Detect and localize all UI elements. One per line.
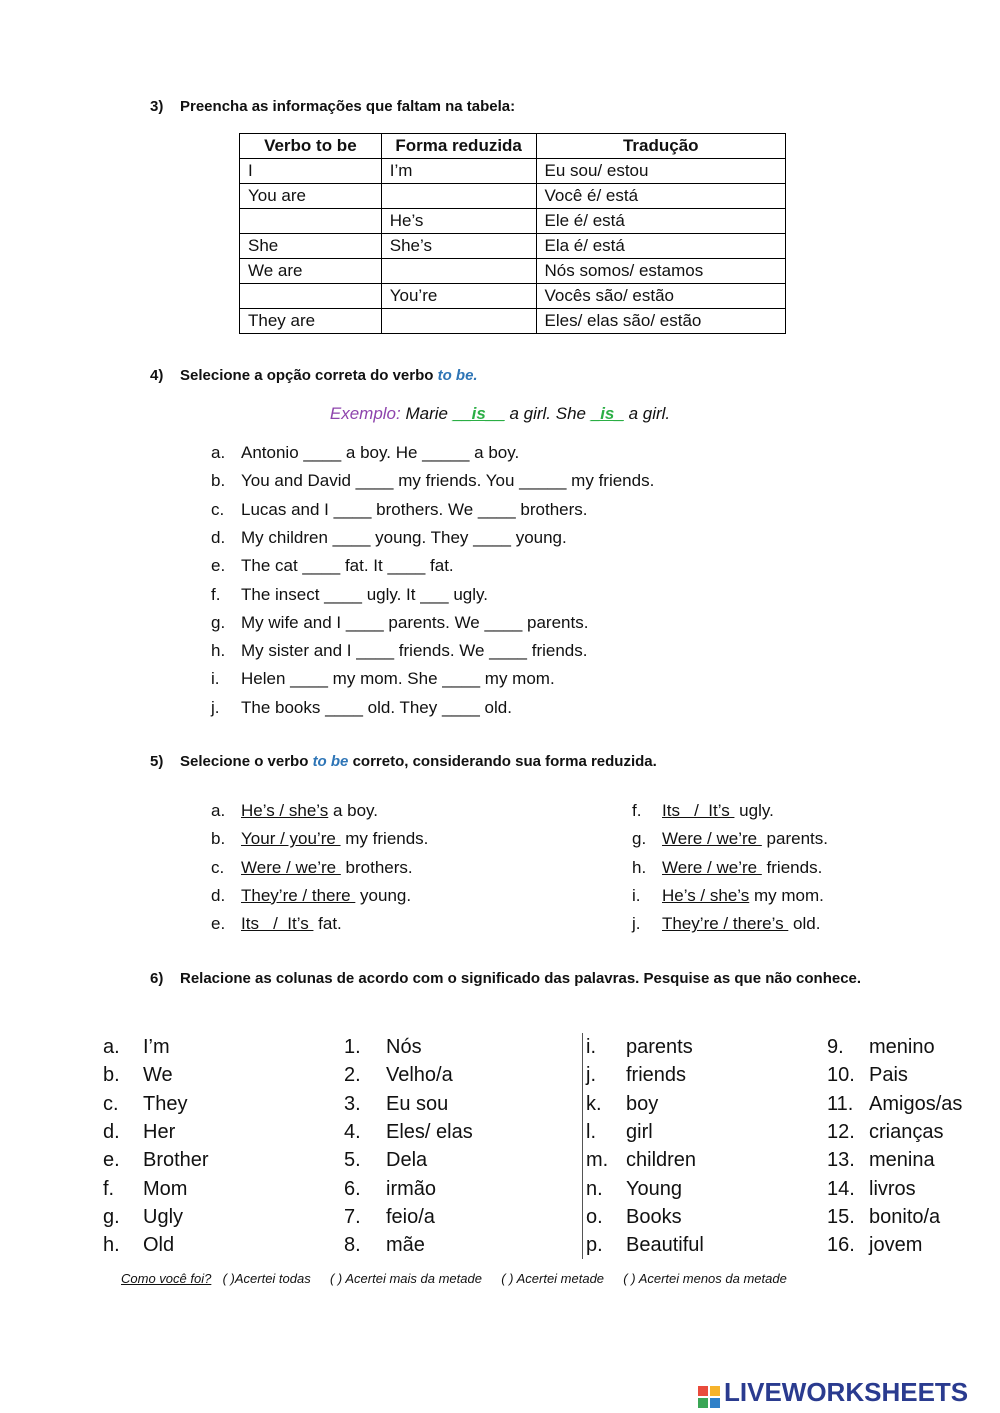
q5-item (211, 801, 378, 821)
item-sentence[interactable]: My wife and I ____ parents. We ____ parents. (241, 612, 589, 632)
item-sentence[interactable]: Helen ____ my mom. She ____ my mom. (241, 669, 555, 689)
column-divider (582, 1033, 583, 1259)
q5-item (211, 914, 342, 934)
match-key: 11. (827, 1092, 854, 1115)
item-rest: young. (355, 885, 412, 905)
item-letter: a. (211, 443, 226, 462)
table-cell: Ela é/ está (536, 234, 786, 259)
match-key: n. (586, 1177, 603, 1200)
q5-title-suffix: correto, considerando sua forma reduzida. (352, 753, 657, 770)
match-word[interactable]: Ugly (143, 1205, 184, 1228)
verb-options[interactable]: Were / we’re (662, 829, 762, 849)
match-item-col3 (586, 1149, 696, 1172)
match-item-col4 (827, 1149, 935, 1172)
match-key: c. (103, 1092, 119, 1115)
match-word[interactable]: Eles/ elas (386, 1120, 473, 1143)
match-key: m. (586, 1149, 609, 1172)
match-word[interactable]: crianças (869, 1120, 944, 1143)
item-letter: c. (211, 857, 225, 877)
match-item-col4 (827, 1206, 940, 1229)
table-cell: He’s (381, 209, 536, 234)
item-rest: my friends. (340, 829, 429, 849)
verb-options[interactable]: He’s / she’s (662, 885, 750, 905)
match-word[interactable]: Pais (869, 1064, 908, 1087)
item-letter: e. (211, 556, 226, 576)
match-key: 14. (827, 1177, 855, 1200)
match-key: 5. (344, 1149, 361, 1172)
brand-name: LIVEWORKSHEETS (724, 1377, 969, 1407)
self-evaluation-question: Como você foi? (121, 1271, 212, 1286)
match-word[interactable]: parents (626, 1036, 693, 1058)
match-word[interactable]: irmão (386, 1177, 437, 1200)
match-item-col4 (827, 1093, 962, 1116)
brand-logo[interactable] (698, 1377, 968, 1408)
item-letter: i. (211, 669, 220, 689)
table-row (240, 209, 786, 234)
q4-item (211, 641, 587, 661)
self-evaluation (121, 1271, 787, 1286)
match-key: a. (103, 1036, 120, 1058)
q4-item (211, 556, 454, 576)
match-word[interactable]: boy (626, 1092, 659, 1115)
match-item-col4 (827, 1036, 935, 1059)
q5-item (632, 829, 828, 849)
match-item-col2 (344, 1234, 425, 1257)
match-key: 8. (344, 1234, 361, 1257)
match-key: k. (586, 1092, 602, 1115)
q5-item (211, 886, 411, 906)
match-word[interactable]: menina (869, 1149, 935, 1172)
item-rest: friends. (761, 857, 823, 877)
match-word[interactable]: They (143, 1092, 188, 1115)
q4-example (0, 404, 1000, 424)
table-cell: They are (240, 309, 382, 334)
q5-item (632, 914, 820, 934)
match-item-col3 (586, 1206, 682, 1229)
q5-item (632, 801, 774, 821)
table-cell: You are (240, 184, 382, 209)
match-word[interactable]: Beautiful (626, 1234, 704, 1257)
match-key: o. (586, 1205, 603, 1228)
table-cell: She (240, 234, 382, 259)
item-rest: my mom. (749, 885, 824, 905)
table-row (240, 234, 786, 259)
item-sentence[interactable]: The cat ____ fat. It ____ fat. (241, 556, 454, 576)
item-letter: b. (211, 829, 226, 849)
q4-number: 4) (150, 367, 164, 384)
match-item-col2 (344, 1178, 436, 1201)
item-sentence[interactable]: The books ____ old. They ____ old. (241, 697, 512, 717)
match-word[interactable]: friends (626, 1064, 687, 1087)
item-letter: g. (632, 829, 647, 849)
match-key: g. (103, 1205, 120, 1228)
match-key: 16. (827, 1234, 855, 1257)
match-key: e. (103, 1149, 120, 1172)
item-letter: f. (211, 584, 221, 604)
match-item-col4 (827, 1064, 908, 1087)
match-word[interactable]: I’m (143, 1036, 170, 1058)
table-header-1: Forma reduzida (381, 134, 536, 159)
verb-options[interactable]: They’re / there’s (662, 914, 789, 934)
item-letter: e. (211, 914, 226, 934)
match-key: 2. (344, 1064, 361, 1087)
table-cell: Vocês são/ estão (536, 284, 786, 309)
match-word[interactable]: Nós (386, 1036, 422, 1058)
verb-options[interactable]: He’s / she’s (241, 801, 329, 820)
table-cell: She’s (381, 234, 536, 259)
match-word[interactable]: Young (626, 1177, 682, 1200)
match-item-col3 (586, 1178, 682, 1201)
match-word[interactable]: children (626, 1149, 697, 1172)
item-letter: j. (211, 697, 220, 717)
table-cell: We are (240, 259, 382, 284)
verb-table (239, 133, 786, 334)
match-item-col4 (827, 1234, 922, 1257)
item-sentence[interactable]: My children ____ young. They ____ young. (241, 527, 567, 547)
match-key: 15. (827, 1205, 855, 1228)
match-item-col1 (103, 1121, 175, 1144)
match-item-col3 (586, 1036, 693, 1059)
verb-options[interactable]: Your / you’re (241, 829, 341, 849)
table-cell: Você é/ está (536, 184, 786, 209)
example-part3: a girl. (628, 404, 671, 423)
item-letter: j. (632, 914, 641, 934)
q5-heading (150, 753, 657, 770)
verb-options[interactable]: Were / we’re (662, 857, 762, 877)
item-rest: old. (788, 914, 821, 934)
match-item-col1 (103, 1178, 187, 1201)
table-cell: I’m (381, 159, 536, 184)
match-item-col1 (103, 1036, 170, 1059)
q4-item (211, 613, 588, 633)
match-word[interactable]: mãe (386, 1234, 425, 1257)
table-blank-cell[interactable] (240, 209, 382, 234)
match-item-col1 (103, 1206, 183, 1229)
q4-item (211, 585, 488, 605)
match-key: 1. (344, 1036, 361, 1058)
q4-title-highlight: to be. (437, 367, 478, 384)
match-word[interactable]: Mom (143, 1177, 188, 1200)
q4-item (211, 698, 512, 718)
match-item-col2 (344, 1093, 448, 1116)
example-part2: a girl. She (509, 404, 586, 423)
verb-options[interactable]: Were / we’re (241, 857, 341, 877)
match-key: 6. (344, 1177, 361, 1200)
match-item-col2 (344, 1064, 453, 1087)
table-row (240, 184, 786, 209)
match-word[interactable]: menino (869, 1036, 935, 1058)
item-sentence[interactable]: Antonio ____ a boy. He _____ a boy. (241, 443, 520, 462)
q5-item (632, 858, 822, 878)
match-item-col1 (103, 1064, 173, 1087)
match-word[interactable]: Her (143, 1120, 176, 1143)
match-key: d. (103, 1120, 120, 1143)
table-cell: Nós somos/ estamos (536, 259, 786, 284)
match-word[interactable]: jovem (869, 1234, 923, 1257)
q4-heading (150, 367, 478, 384)
verb-table-header (240, 134, 786, 159)
q5-title-prefix: Selecione o verbo (180, 753, 309, 770)
item-sentence[interactable]: You and David ____ my friends. You _____ my friends. (241, 471, 655, 491)
match-word[interactable]: Books (626, 1205, 682, 1228)
match-word[interactable]: We (143, 1064, 173, 1087)
match-word[interactable]: livros (869, 1177, 916, 1200)
match-item-col2 (344, 1149, 427, 1172)
item-letter: h. (211, 641, 226, 661)
item-letter: d. (211, 885, 226, 905)
item-rest: a boy. (328, 801, 379, 820)
match-key: 10. (827, 1064, 855, 1087)
table-blank-cell[interactable] (381, 184, 536, 209)
item-letter: f. (632, 801, 642, 820)
table-blank-cell[interactable] (240, 284, 382, 309)
q5-item (211, 858, 413, 878)
eval-option-more-than-half[interactable]: ( ) Acertei mais da metade (329, 1271, 482, 1286)
match-word[interactable]: girl (626, 1120, 653, 1143)
match-word[interactable]: Amigos/as (869, 1092, 963, 1115)
match-key: h. (103, 1234, 120, 1257)
table-blank-cell[interactable] (381, 309, 536, 334)
q4-item (211, 471, 654, 491)
match-word[interactable]: Dela (386, 1149, 428, 1172)
match-item-col3 (586, 1234, 704, 1257)
item-sentence[interactable]: Lucas and I ____ brothers. We ____ brothers. (241, 499, 588, 519)
item-letter: c. (211, 499, 225, 519)
match-word[interactable]: Eu sou (386, 1092, 449, 1115)
match-item-col2 (344, 1121, 473, 1144)
table-row (240, 284, 786, 309)
match-key: i. (586, 1036, 596, 1058)
match-item-col4 (827, 1121, 943, 1144)
match-key: 7. (344, 1205, 361, 1228)
match-word[interactable]: feio/a (386, 1205, 435, 1228)
q5-item (632, 886, 824, 906)
q3-heading (150, 98, 515, 115)
match-item-col2 (344, 1206, 435, 1229)
eval-option-less-than-half[interactable]: ( ) Acertei menos da metade (623, 1271, 787, 1286)
q3-number: 3) (150, 98, 164, 115)
match-item-col1 (103, 1093, 187, 1116)
example-part1: Marie (405, 404, 448, 423)
match-item-col1 (103, 1234, 174, 1257)
q4-item (211, 443, 519, 463)
match-key: j. (586, 1064, 596, 1087)
match-item-col4 (827, 1178, 916, 1201)
example-answer2: _is_ (590, 404, 624, 423)
q5-item (211, 829, 428, 849)
eval-option-all[interactable]: ( )Acertei todas (222, 1271, 311, 1286)
item-letter: h. (632, 857, 647, 877)
q4-item (211, 669, 555, 689)
q5-title-highlight: to be (312, 753, 349, 770)
match-item-col3 (586, 1121, 653, 1144)
item-rest: parents. (761, 829, 828, 849)
match-item-col1 (103, 1149, 209, 1172)
table-row (240, 159, 786, 184)
item-rest: ugly. (734, 801, 774, 820)
q4-item (211, 500, 588, 520)
match-item-col2 (344, 1036, 422, 1059)
q6-heading (150, 970, 861, 987)
table-cell: You’re (381, 284, 536, 309)
item-rest: brothers. (340, 857, 413, 877)
item-sentence[interactable]: My sister and I ____ friends. We ____ friends. (241, 641, 588, 661)
table-cell: Eles/ elas são/ estão (536, 309, 786, 334)
item-rest: fat. (313, 914, 342, 934)
match-key: 9. (827, 1036, 844, 1058)
match-item-col3 (586, 1064, 686, 1087)
match-key: 13. (827, 1149, 855, 1172)
example-answer1: __is__ (452, 404, 505, 423)
table-row (240, 259, 786, 284)
table-cell: Ele é/ está (536, 209, 786, 234)
table-cell: I (240, 159, 382, 184)
eval-option-half[interactable]: ( ) Acertei metade (501, 1271, 605, 1286)
q4-title: Selecione a opção correta do verbo (180, 367, 434, 384)
q3-title: Preencha as informações que faltam na tabela: (180, 98, 516, 115)
q4-item (211, 528, 567, 548)
match-key: 3. (344, 1092, 361, 1115)
example-label: Exemplo: (329, 404, 401, 423)
verb-options[interactable]: Its / It’s (662, 801, 735, 820)
match-key: f. (103, 1177, 115, 1200)
item-sentence[interactable]: The insect ____ ugly. It ___ ugly. (241, 584, 488, 604)
match-item-col3 (586, 1093, 658, 1116)
item-letter: a. (211, 801, 226, 820)
item-letter: d. (211, 527, 226, 547)
match-key: b. (103, 1064, 120, 1087)
verb-options[interactable]: Its / It’s (241, 914, 314, 934)
match-word[interactable]: bonito/a (869, 1205, 941, 1228)
match-word[interactable]: Velho/a (386, 1064, 453, 1087)
q5-number: 5) (150, 753, 164, 770)
verb-options[interactable]: They’re / there (241, 885, 356, 905)
table-cell: Eu sou/ estou (536, 159, 786, 184)
match-key: l. (586, 1120, 596, 1143)
match-key: 4. (344, 1120, 361, 1143)
item-letter: g. (211, 612, 226, 632)
match-word[interactable]: Brother (143, 1149, 209, 1172)
q6-number: 6) (150, 970, 164, 987)
liveworksheets-logo-icon (698, 1386, 720, 1408)
table-blank-cell[interactable] (381, 259, 536, 284)
item-letter: b. (211, 471, 226, 491)
verb-table-body (240, 159, 786, 334)
match-key: 12. (827, 1120, 855, 1143)
item-letter: i. (632, 885, 641, 905)
match-word[interactable]: Old (143, 1234, 175, 1257)
match-key: p. (586, 1234, 603, 1257)
table-header-0: Verbo to be (240, 134, 382, 159)
table-row (240, 309, 786, 334)
q6-title: Relacione as colunas de acordo com o significado das palavras. Pesquise as que não conhece. (180, 970, 862, 987)
table-header-2: Tradução (536, 134, 786, 159)
